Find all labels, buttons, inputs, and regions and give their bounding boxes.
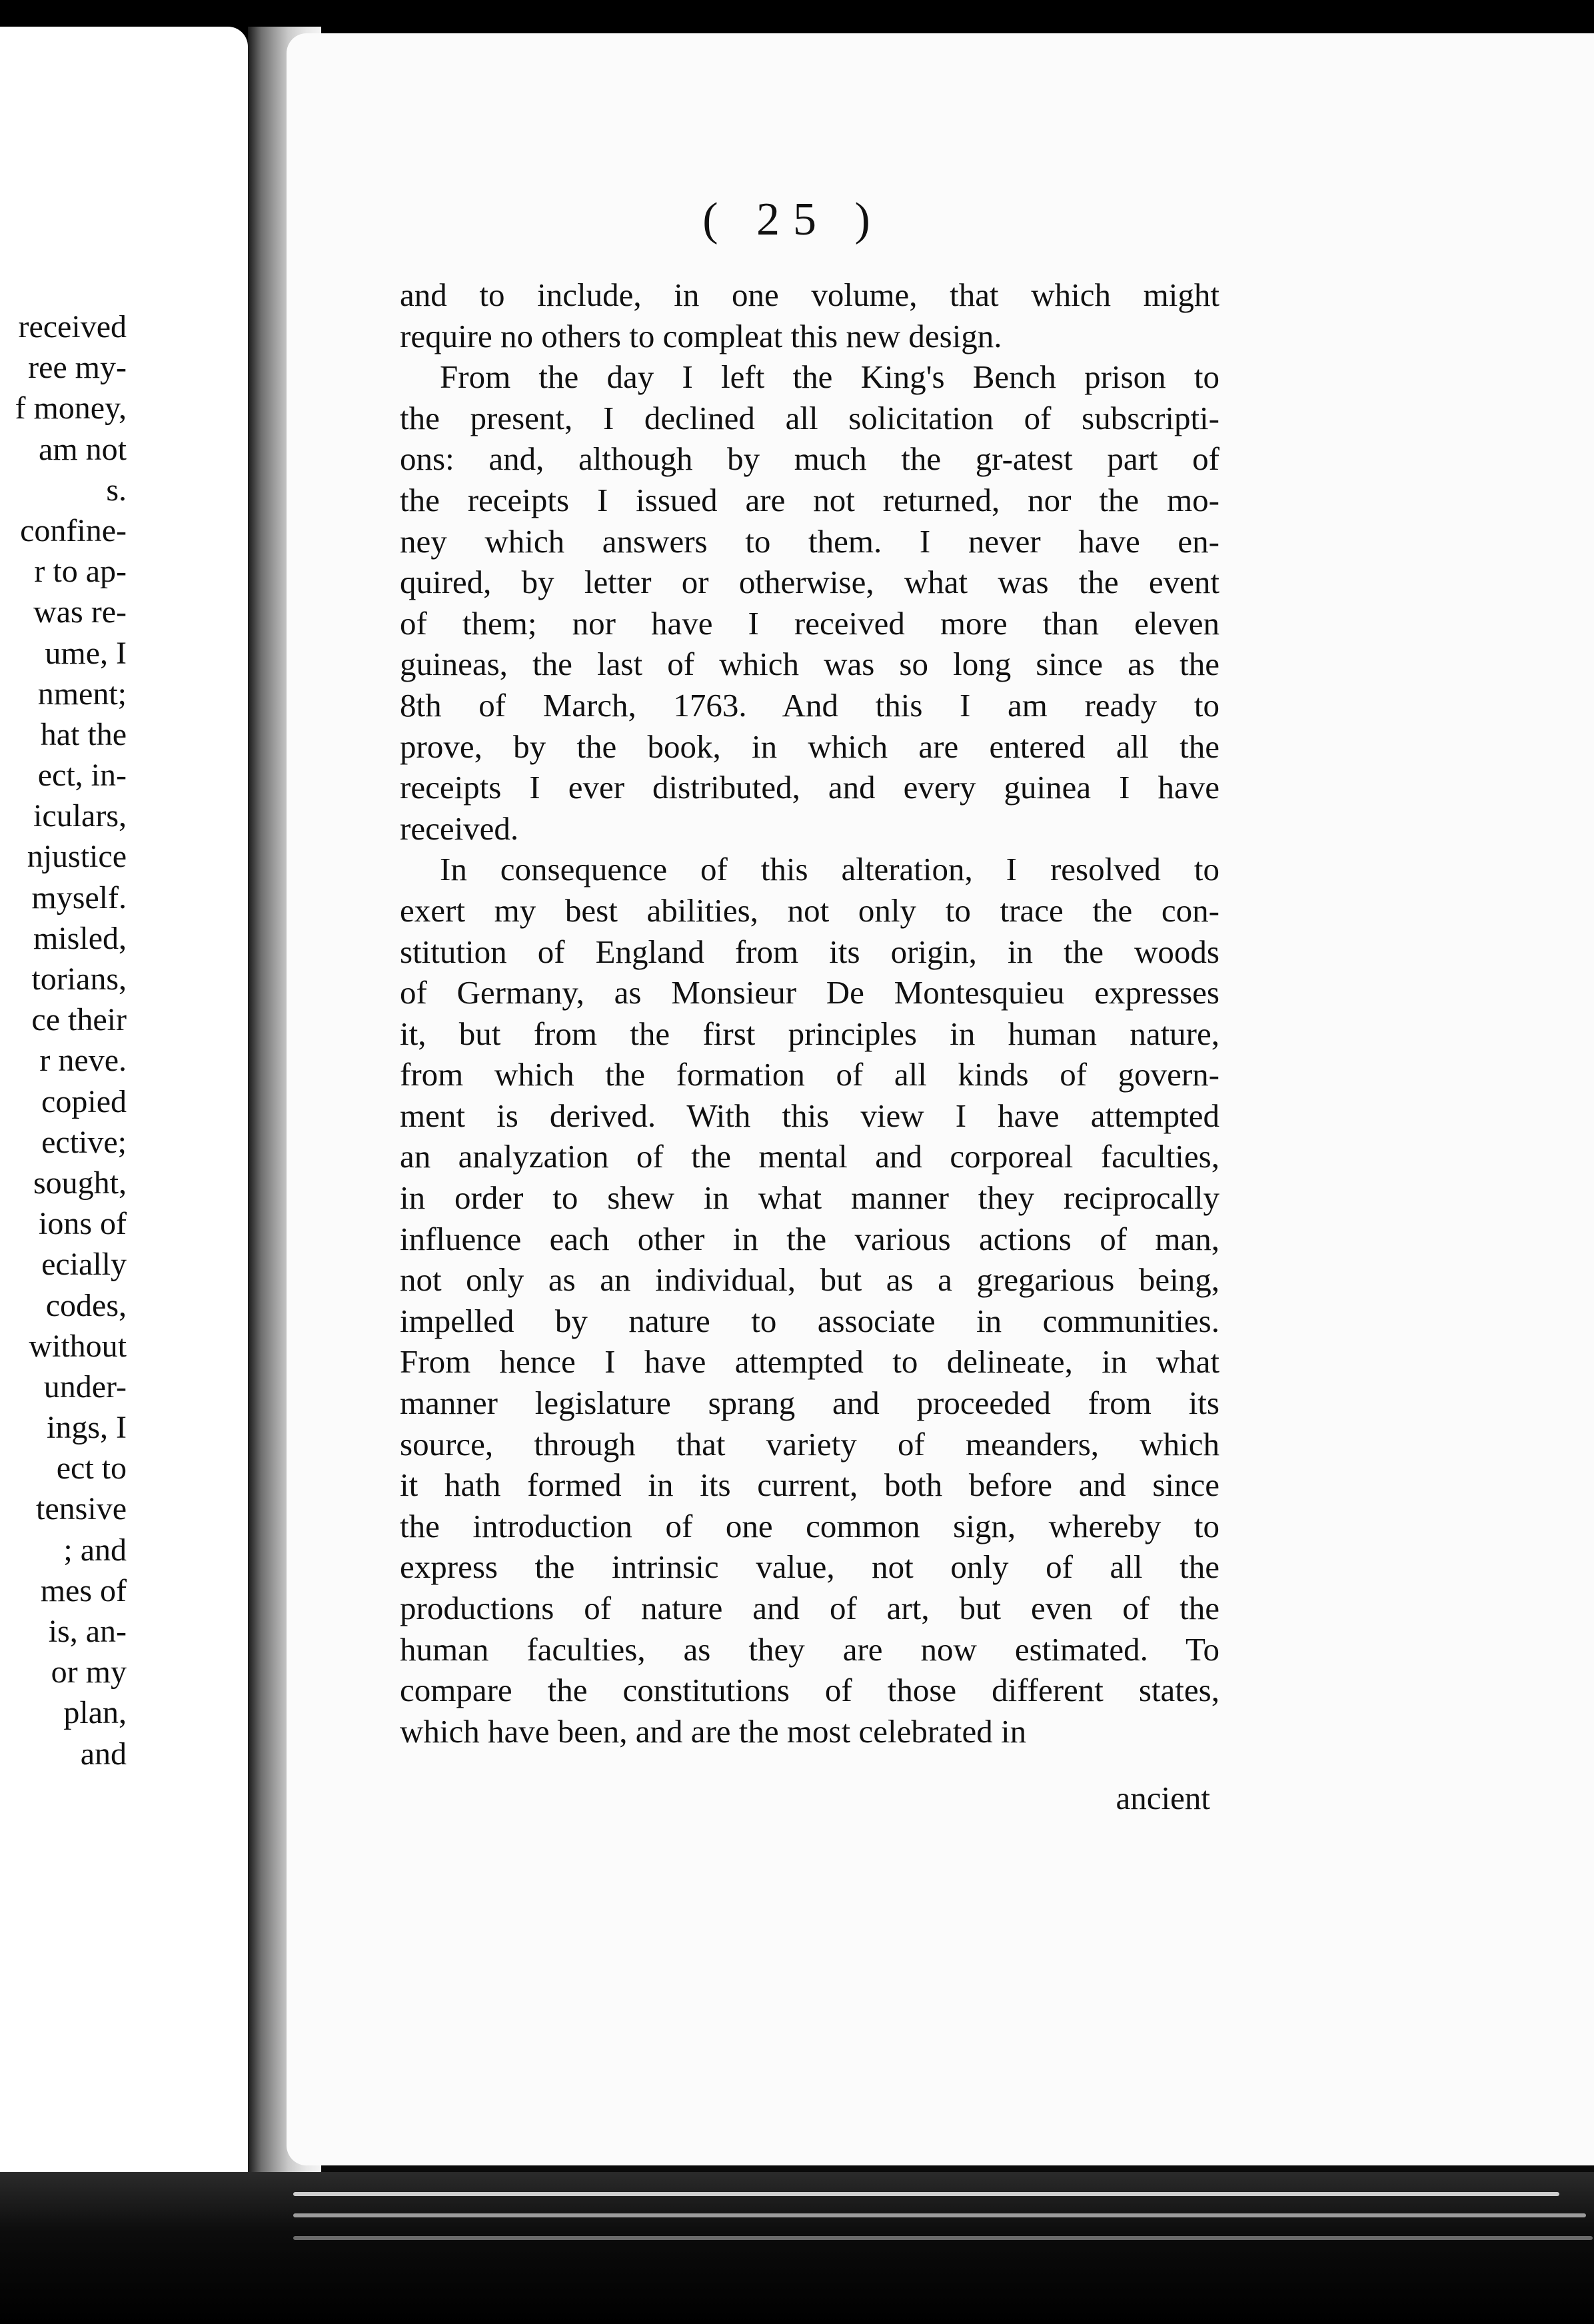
text-line: quired, by letter or otherwise, what was the event <box>400 564 1219 601</box>
left-page-fragment: ume, I <box>45 635 127 671</box>
left-page-fragment: torians, <box>31 961 127 997</box>
left-page-fragment: sought, <box>33 1165 127 1201</box>
text-line: compare the constitutions of those different states, <box>400 1672 1219 1709</box>
text-line: human faculties, as they are now estimated. To <box>400 1630 1219 1668</box>
left-page-fragment: s. <box>106 472 127 508</box>
left-page-fragment: ree my- <box>28 350 127 386</box>
left-page-fragment: ect, in- <box>37 758 127 794</box>
text-line: an analyzation of the mental and corporeal faculties, <box>400 1138 1219 1175</box>
left-page-fragment: or my <box>51 1654 127 1690</box>
text-line: the present, I declined all solicitation of subscripti- <box>400 399 1219 436</box>
text-line: exert my best abilities, not only to trace the con- <box>400 891 1219 929</box>
left-page-fragment: confine- <box>20 512 127 548</box>
left-page-fragment: r to ap- <box>34 554 127 590</box>
left-page-fragment: mes of <box>40 1572 127 1608</box>
left-page-fragment: under- <box>43 1369 127 1405</box>
left-page-fragment: ions of <box>39 1206 127 1242</box>
text-line: impelled by nature to associate in communities. <box>400 1302 1219 1339</box>
left-page-fragment: ings, I <box>47 1410 127 1446</box>
page-edges <box>0 2172 1594 2324</box>
text-line: and to include, in one volume, that which might <box>400 277 1219 313</box>
text-line: ney which answers to them. I never have en- <box>400 522 1219 560</box>
text-line: In consequence of this alteration, I resolved to <box>440 851 1219 888</box>
left-page-fragment: iculars, <box>33 798 127 834</box>
left-page-fragment: plan, <box>63 1695 127 1731</box>
text-line: which have been, and are the most celebrated in <box>400 1712 1027 1750</box>
left-page-fragment: and <box>80 1736 127 1772</box>
text-line: the receipts I issued are not returned, nor the mo- <box>400 481 1219 518</box>
left-page-fragment: am not <box>39 431 127 467</box>
catchword: ancient <box>1116 1780 1210 1816</box>
text-line: from which the formation of all kinds of govern- <box>400 1056 1219 1093</box>
text-line: receipts I ever distributed, and every guinea I have <box>400 769 1219 806</box>
text-line: guineas, the last of which was so long since as the <box>400 646 1219 683</box>
left-page-fragment: ective; <box>41 1124 127 1160</box>
left-page <box>0 27 248 2205</box>
left-page-fragment: misled, <box>33 920 127 956</box>
text-line: express the intrinsic value, not only of all the <box>400 1548 1219 1586</box>
text-line: of them; nor have I received more than eleven <box>400 604 1219 642</box>
left-page-fragment: r neve. <box>39 1043 127 1079</box>
left-page-fragment: hat the <box>40 716 127 752</box>
left-page-fragment: codes, <box>45 1287 127 1323</box>
text-line: of Germany, as Monsieur De Montesquieu expresses <box>400 974 1219 1011</box>
text-line: ons: and, although by much the gr-atest part of <box>400 440 1219 478</box>
left-page-fragment: myself. <box>31 879 127 915</box>
text-line: it hath formed in its current, both before and since <box>400 1466 1219 1504</box>
left-page-fragment: received <box>18 309 127 344</box>
left-page-fragment: f money, <box>15 390 127 426</box>
text-line: it, but from the first principles in human nature, <box>400 1015 1219 1052</box>
text-line: the introduction of one common sign, whereby to <box>400 1507 1219 1544</box>
text-line: 8th of March, 1763. And this I am ready to <box>400 686 1219 724</box>
paragraph <box>400 849 1219 1752</box>
text-line: not only as an individual, but as a gregarious being, <box>400 1261 1219 1299</box>
text-line: manner legislature sprang and proceeded from its <box>400 1385 1219 1422</box>
left-page-fragment: ; and <box>63 1532 127 1568</box>
left-page-fragment: copied <box>41 1083 127 1119</box>
text-line: ment is derived. With this view I have attempted <box>400 1097 1219 1134</box>
text-line: prove, by the book, in which are entered all the <box>400 728 1219 765</box>
left-page-text <box>0 306 248 1774</box>
page-number: ( 25 ) <box>702 194 884 245</box>
left-page-fragment: is, an- <box>48 1614 127 1649</box>
text-line: stitution of England from its origin, in the woods <box>400 933 1219 970</box>
paragraph <box>400 275 1219 356</box>
left-page-fragment: without <box>29 1328 127 1364</box>
left-page-fragment: tensive <box>36 1491 127 1527</box>
left-page-fragment: njustice <box>27 839 127 875</box>
left-page-fragment: ect to <box>56 1451 127 1486</box>
left-page-fragment: ce their <box>31 1002 127 1038</box>
text-line: From hence I have attempted to delineate, in what <box>400 1343 1219 1381</box>
left-page-fragment: was re- <box>33 594 127 630</box>
text-line: received. <box>400 810 519 847</box>
left-page-fragment: ecially <box>41 1247 127 1283</box>
paragraph <box>400 356 1219 849</box>
body-text <box>400 275 1219 1752</box>
text-line: require no others to compleat this new design. <box>400 317 1002 354</box>
left-page-fragment: nment; <box>37 676 127 712</box>
text-line: productions of nature and of art, but even of the <box>400 1590 1219 1626</box>
text-line: in order to shew in what manner they reciprocally <box>400 1179 1219 1217</box>
text-line: source, through that variety of meanders, which <box>400 1425 1219 1462</box>
text-line: influence each other in the various actions of man, <box>400 1220 1219 1257</box>
text-line: From the day I left the King's Bench prison to <box>440 358 1219 396</box>
